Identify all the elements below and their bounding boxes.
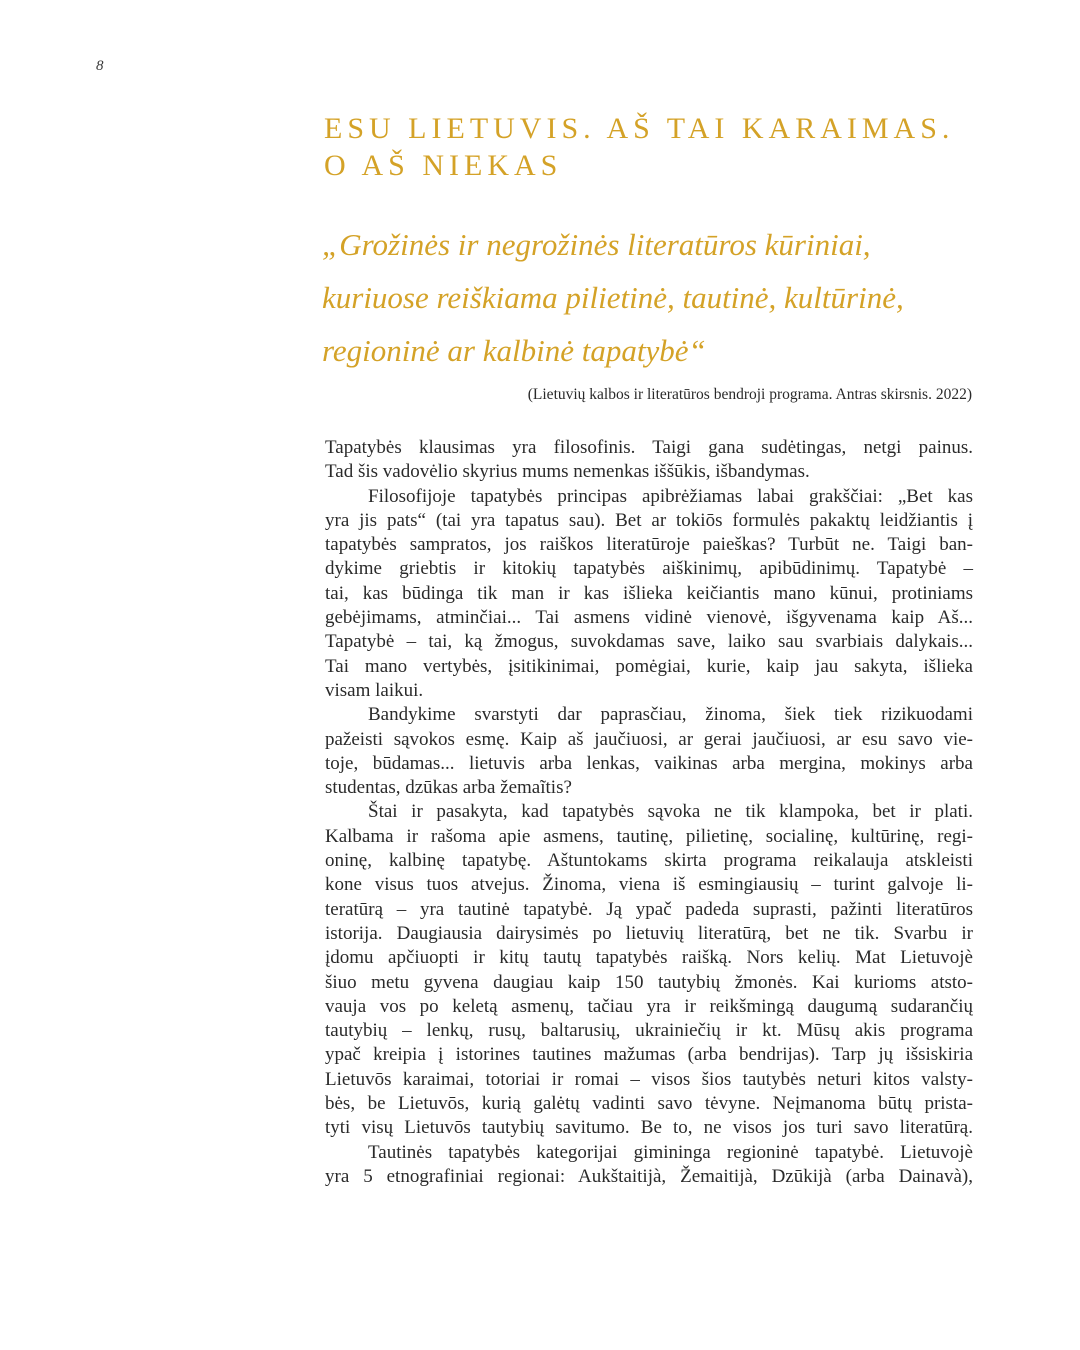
epigraph-line: regioninė ar kalbinė tapatybė“	[322, 333, 706, 368]
body-line	[325, 1043, 973, 1067]
body-line-text: dykime griebtis ir kitokių tapatybės aiškinimų, apibūdinimų. Tapatybė –	[325, 558, 973, 580]
body-line-text: studentas, dzūkas arba žemaĩtis?	[325, 777, 572, 799]
page-number: 8	[96, 58, 104, 74]
body-line	[325, 922, 973, 946]
body-line	[325, 946, 973, 970]
body-line	[325, 752, 973, 776]
body-line	[325, 898, 973, 922]
body-line	[325, 971, 973, 995]
body-line	[325, 460, 973, 484]
body-line	[325, 509, 973, 533]
body-line	[325, 800, 973, 824]
body-line	[325, 606, 973, 630]
body-line-text: kone visus tuos atvejus. Žinoma, viena iš esmingiausių – turint galvoje li-	[325, 874, 973, 896]
body-line-text: Tapatybė – tai, ką žmogus, suvokdamas save, laiko sau svarbiais dalykais...	[325, 631, 973, 653]
epigraph-line: kuriuose reiškiama pilietinė, tautinė, kultūrinė,	[322, 280, 904, 315]
body-line-text: oninę, kalbinę tapatybę. Aštuntokams skirta programa reikalauja atskleisti	[325, 850, 973, 872]
body-line-text: Štai ir pasakyta, kad tapatybės sąvoka ne tik klampoka, bet ir plati.	[368, 801, 973, 823]
body-line-text: šiuo metu gyvena daugiau kaip 150 tautybių žmonės. Kai kurioms atsto-	[325, 971, 973, 993]
body-line-text: tapatybės sampratos, jos raiškos literatūroje paieškas? Turbūt ne. Taigi ban-	[325, 534, 973, 556]
body-line-text: Tautinės tapatybės kategorijai gimininga regioninė tapatybė. Lietuvojè	[368, 1141, 973, 1163]
body-line-text: Tai mano vertybės, įsitikinimai, pomėgiai, kurie, kaip jau sakyta, išlieka	[325, 655, 973, 677]
body-line	[325, 1141, 973, 1165]
body-line	[325, 1068, 973, 1092]
body-line	[325, 582, 973, 606]
body-line	[325, 1019, 973, 1043]
body-line	[325, 655, 973, 679]
body-line	[325, 557, 973, 581]
body-line	[325, 776, 973, 800]
body-text	[325, 436, 973, 1189]
body-line-text: yra jis pats“ (tai yra tapatus sau). Bet ar tokiōs formulės pakaktų leidžiantis į	[325, 509, 973, 531]
chapter-title-line: ESU LIETUVIS. AŠ TAI KARAIMAS.	[324, 112, 955, 145]
body-line	[325, 1165, 973, 1189]
body-line	[325, 436, 973, 460]
chapter-title-line: O AŠ NIEKAS	[324, 149, 563, 182]
body-line-text: toje, būdamas... lietuvis arba lenkas, vaikinas arba mergina, mokinys arba	[325, 752, 973, 774]
body-line-text: visam laikui.	[325, 679, 424, 701]
body-line-text: vauja vos po keletą asmenų, tačiau yra ir reikšmingą daugumą sudarančių	[325, 995, 973, 1017]
body-line	[325, 995, 973, 1019]
body-line-text: pažeisti sąvokos esmę. Kaip aš jaučiuosi, ar gerai jaučiuosi, ar esu savo vie-	[325, 728, 973, 750]
body-line-text: Tad šis vadovėlio skyrius mums nemenkas iššūkis, išbandymas.	[325, 461, 810, 483]
body-line	[325, 849, 973, 873]
body-line	[325, 1116, 973, 1140]
epigraph-quote	[322, 218, 1002, 377]
body-line	[325, 533, 973, 557]
body-line-text: įdomu apčiuopti ir kitų tautų tapatybės raišką. Nors kelių. Mat Lietuvojè	[325, 947, 973, 969]
body-line-text: Tapatybės klausimas yra filosofinis. Taigi gana sudėtingas, netgi painus.	[325, 437, 973, 458]
body-line-text: yra 5 etnografiniai regionai: Aukštaitijà, Žemaitijà, Dzūkijà (arba Dainavà),	[325, 1165, 973, 1187]
body-line	[325, 703, 973, 727]
body-line	[325, 825, 973, 849]
chapter-title	[324, 110, 1004, 184]
body-line	[325, 873, 973, 897]
body-line-text: Lietuvōs karaimai, totoriai ir romai – visos šios tautybės neturi kitos valsty-	[325, 1068, 973, 1090]
body-line	[325, 679, 973, 703]
epigraph-source: (Lietuvių kalbos ir literatūros bendroji programa. Antras skirsnis. 2022)	[527, 386, 972, 403]
epigraph-line: „Grožinės ir negrožinės literatūros kūriniai,	[322, 227, 871, 262]
body-line	[325, 485, 973, 509]
body-line	[325, 630, 973, 654]
body-line-text: tautybių – lenkų, rusų, baltarusių, ukrainiečių ir kt. Mūsų akis programa	[325, 1020, 973, 1042]
body-line-text: teratūrą – yra tautinė tapatybė. Ją ypač padeda suprasti, pažinti literatūros	[325, 898, 973, 920]
body-line-text: tyti visų Lietuvōs tautybių savitumo. Be to, ne visos jos turi savo literatūrą.	[325, 1117, 973, 1139]
body-line-text: ypač kreipia į istorines tautines mažumas (arba bendrijas). Tarp jų išsiskiria	[325, 1044, 973, 1066]
body-line-text: tai, kas būdinga tik man ir kas išlieka keičiantis mano kūnui, protiniams	[325, 582, 973, 604]
body-line-text: Filosofijoje tapatybės principas apibrėžiamas labai grakščiai: „Bet kas	[368, 485, 973, 507]
body-line-text: Kalbama ir rašoma apie asmens, tautinę, pilietinę, socialinę, kultūrinę, regi-	[325, 825, 973, 847]
body-line	[325, 728, 973, 752]
body-line-text: istorija. Daugiausia dairysimės po lietuvių literatūrą, bet ne tik. Svarbu ir	[325, 922, 973, 944]
body-line-text: bės, be Lietuvōs, kurią galėtų vadinti savo tėvyne. Neįmanoma būtų prista-	[325, 1093, 973, 1115]
body-line	[325, 1092, 973, 1116]
body-line-text: gebėjimams, atminčiai... Tai asmens vidinė vienovė, išgyvenama kaip Aš...	[325, 607, 973, 629]
body-line-text: Bandykime svarstyti dar paprasčiau, žinoma, šiek tiek rizikuodami	[368, 704, 973, 726]
